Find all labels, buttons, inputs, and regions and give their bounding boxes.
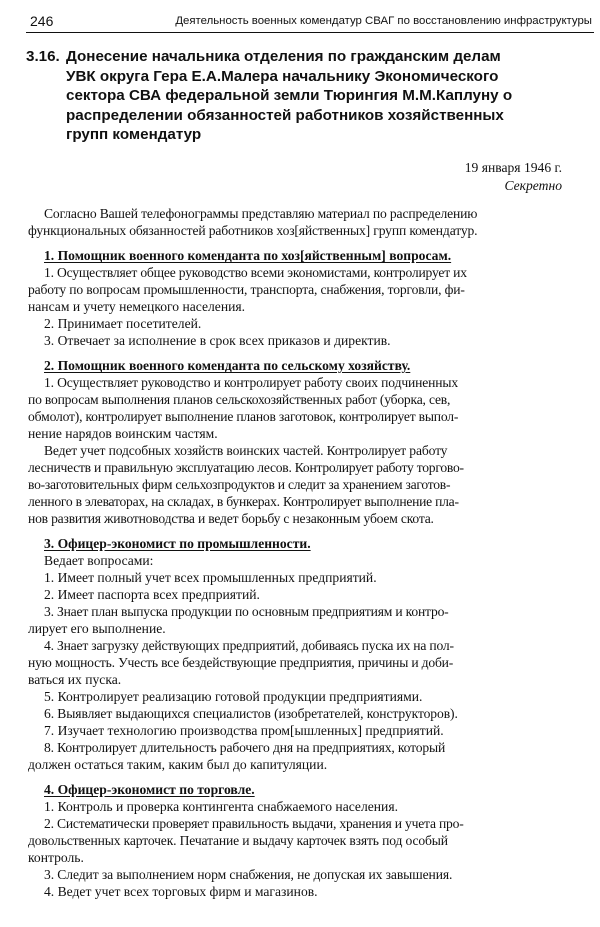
body-line: ную мощность. Учесть все бездействующие предприятия, причины и доби-: [28, 655, 454, 670]
intro-line: Согласно Вашей телефонограммы представляю материал по распределению: [44, 206, 478, 221]
running-header: [26, 12, 594, 34]
section-heading: 2. Помощник военного коменданта по сельскому хозяйству.: [44, 358, 411, 373]
body-line: ленного в элеваторах, на складах, в бункерах. Контролирует выполнение пла-: [28, 494, 459, 509]
body-line: 8. Контролирует длительность рабочего дня на предприятиях, который: [44, 740, 446, 755]
title-line: Донесение начальника отделения по гражданским делам: [66, 48, 501, 65]
title-line: УВК округа Гера Е.А.Малера начальнику Экономического: [66, 67, 499, 85]
body-line: 1. Осуществляет руководство и контролирует работу своих подчиненных: [44, 375, 459, 390]
title-line: групп комендатур: [66, 126, 202, 144]
secrecy-mark: Секретно: [504, 178, 562, 193]
body-line: 3. Следит за выполнением норм снабжения, не допуская их завышения.: [44, 867, 453, 882]
section-heading: 4. Офицер-экономист по торговле.: [44, 782, 255, 797]
section-heading: 3. Офицер-экономист по промышленности.: [44, 536, 311, 551]
body-line: нансам и учету немецкого населения.: [28, 299, 246, 314]
header-rule: [26, 32, 594, 33]
body-line: 4. Знает загрузку действующих предприятий, добиваясь пуска их на пол-: [44, 638, 454, 653]
body-line: нов развития животноводства и ведет борьбу с незаконным убоем скота.: [28, 511, 434, 526]
body-line: работу по вопросам промышленности, транспорта, снабжения, торговли, фи-: [28, 282, 465, 297]
body-line: Ведает вопросами:: [44, 553, 154, 568]
title-line: сектора СВА федеральной земли Тюрингия М.М.Каплуну о: [66, 87, 513, 105]
body-line: 2. Принимает посетителей.: [44, 316, 202, 331]
document-date: 19 января 1946 г.: [464, 160, 562, 175]
body-line: Ведет учет подсобных хозяйств воинских частей. Контролирует работу: [44, 443, 448, 458]
page-number: 246: [30, 13, 54, 29]
body-line: 4. Ведет учет всех торговых фирм и магазинов.: [44, 884, 318, 899]
body-line: ваться их пуска.: [28, 672, 122, 687]
body-line: 1. Контроль и проверка контингента снабжаемого населения.: [44, 799, 398, 814]
body-line: контроль.: [28, 850, 84, 865]
body-line: во-заготовительных фирм сельхозпродуктов и следит за хранением заготов-: [28, 477, 451, 492]
body-line: по вопросам выполнения планов сельскохозяйственных работ (уборка, сев,: [28, 392, 451, 407]
body-line: 6. Выявляет выдающихся специалистов (изобретателей, конструкторов).: [44, 706, 458, 721]
section-heading: 1. Помощник военного коменданта по хоз[яйственным] вопросам.: [44, 248, 452, 263]
body-line: 7. Изучает технологию производства пром[ышленных] предприятий.: [44, 723, 444, 738]
body-line: должен остаться таким, каким был до капитуляции.: [28, 757, 328, 772]
title-line: распределении обязанностей работников хозяйственных: [66, 106, 504, 124]
body-line: 3. Отвечает за исполнение в срок всех приказов и директив.: [44, 333, 391, 348]
body-line: довольственных карточек. Печатание и выдачу карточек взять под особый: [28, 833, 448, 848]
intro-line: функциональных обязанностей работников хоз[яйственных] групп комендатур.: [28, 223, 478, 238]
document-number: 3.16.: [26, 48, 60, 65]
body-line: 1. Имеет полный учет всех промышленных предприятий.: [44, 570, 377, 585]
running-title: Деятельность военных комендатур СВАГ по восстановлению инфраструктуры: [175, 15, 592, 27]
body-line: 5. Контролирует реализацию готовой продукции предприятиями.: [44, 689, 423, 704]
body-line: 3. Знает план выпуска продукции по основным предприятиям и контро-: [44, 604, 449, 619]
body-line: 2. Систематически проверяет правильность выдачи, хранения и учета про-: [44, 816, 464, 831]
body-line: нение нарядов воинским частям.: [28, 426, 218, 441]
body-line: лесничеств и правильную эксплуатацию лесов. Контролирует работу торгово-: [28, 460, 464, 475]
body-line: лирует его выполнение.: [28, 621, 166, 636]
body-line: обмолот), контролирует выполнение планов заготовок, контролирует выпол-: [28, 409, 459, 424]
body-line: 2. Имеет паспорта всех предприятий.: [44, 587, 260, 602]
body-line: 1. Осуществляет общее руководство всеми экономистами, контролирует их: [44, 265, 467, 280]
